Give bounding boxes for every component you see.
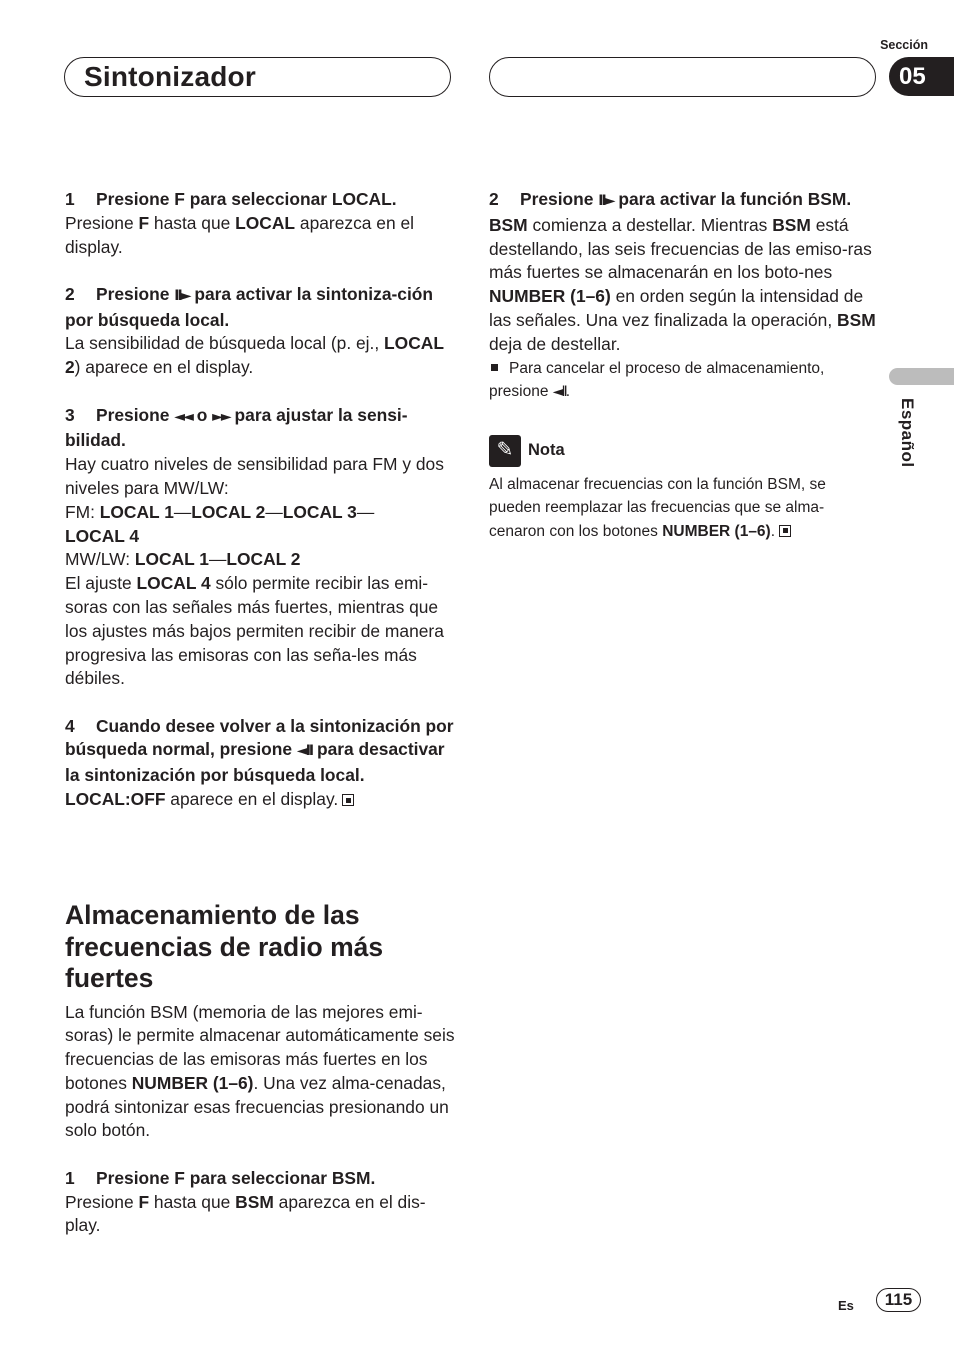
language-tab	[889, 368, 954, 385]
step-3-fm-levels: FM: LOCAL 1—LOCAL 2—LOCAL 3— LOCAL 4	[65, 501, 375, 546]
step-2-body: La sensibilidad de búsqueda local (p. ej., LOCAL 2) aparece en el display.	[65, 333, 444, 378]
fast-forward-icon: ►►	[212, 408, 230, 425]
note-heading: ✎ Nota	[489, 435, 877, 467]
play-pause-icon: II►	[598, 193, 614, 209]
step-3-mw-levels: MW/LW: LOCAL 1—LOCAL 2	[65, 549, 301, 570]
end-mark-icon	[779, 525, 791, 537]
language-label: Español	[898, 398, 917, 468]
bsm-section	[65, 900, 455, 1238]
language-code: Es	[838, 1298, 854, 1313]
step-1-body: Presione F hasta que LOCAL aparezca en el display.	[65, 212, 414, 257]
page-number: 115	[876, 1288, 921, 1312]
right-column	[489, 188, 877, 543]
bsm-cancel-bullet: Para cancelar el proceso de almacenamiento, presione ◄II.	[489, 359, 825, 401]
bullet-icon	[491, 364, 498, 371]
play-pause-icon: II►	[174, 287, 190, 304]
back-pause-icon: ◄II	[552, 384, 566, 401]
end-mark-icon	[342, 794, 354, 806]
seccion-label: Sección	[880, 38, 928, 52]
bsm-step-1-title: 1 Presione F para seleccionar BSM.	[65, 1167, 376, 1188]
step-3-body: El ajuste LOCAL 4 sólo permite recibir las emi-soras con las señales más fuertes, mientras que los ajustes más bajos permiten recibir de manera progresiva las emisoras con las seña-les más débiles.	[65, 573, 444, 689]
bsm-intro: La función BSM (memoria de las mejores emi-soras) le permite almacenar automáticamente seis frecuencias de las emisoras más fuertes en los botones NUMBER (1–6). Una vez alma-cenadas, podrá sintonizar esas frecuencias presionando un solo botón.	[65, 1001, 455, 1141]
step-4-body: LOCAL:OFF aparece en el display.	[65, 788, 455, 812]
note-body: Al almacenar frecuencias con la función BSM, se pueden reemplazar las frecuencias que se alma-cenaron con los botones NUMBER (1–6).	[489, 475, 826, 540]
step-3-title: 3 Presione ◄◄ o ►► para ajustar la sensi-bilidad.	[65, 404, 408, 451]
section-heading: Almacenamiento de las frecuencias de radio más fuertes	[65, 900, 384, 993]
back-pause-icon: ◄II	[296, 743, 313, 760]
section-number-badge: 05	[889, 57, 954, 96]
step-4-title: 4 Cuando desee volver a la sintonización por búsqueda normal, presione ◄II para desactivar la sintonización por búsqueda local.	[65, 715, 454, 786]
pencil-note-icon: ✎	[489, 435, 521, 467]
bsm-step-2-body: BSM comienza a destellar. Mientras BSM está destellando, las seis frecuencias de las emiso-ras más fuertes se almacenarán en los boto-nes NUMBER (1–6) en orden según la intensidad de las señales. Una vez finalizada la operación, BSM deja de destellar.	[489, 214, 876, 354]
blank-header-frame	[489, 57, 876, 97]
bsm-step-1-body: Presione F hasta que BSM aparezca en el dis-play.	[65, 1191, 426, 1236]
rewind-icon: ◄◄	[174, 408, 192, 425]
step-1-title: 1 Presione F para seleccionar LOCAL.	[65, 189, 397, 209]
bsm-step-2-title: 2 Presione II► para activar la función BSM.	[489, 189, 852, 209]
step-3-intro: Hay cuatro niveles de sensibilidad para FM y dos niveles para MW/LW:	[65, 454, 444, 498]
left-column	[65, 188, 455, 812]
section-title: Sintonizador	[84, 61, 256, 92]
step-2-title: 2 Presione II► para activar la sintoniza-ción por búsqueda local.	[65, 283, 434, 330]
